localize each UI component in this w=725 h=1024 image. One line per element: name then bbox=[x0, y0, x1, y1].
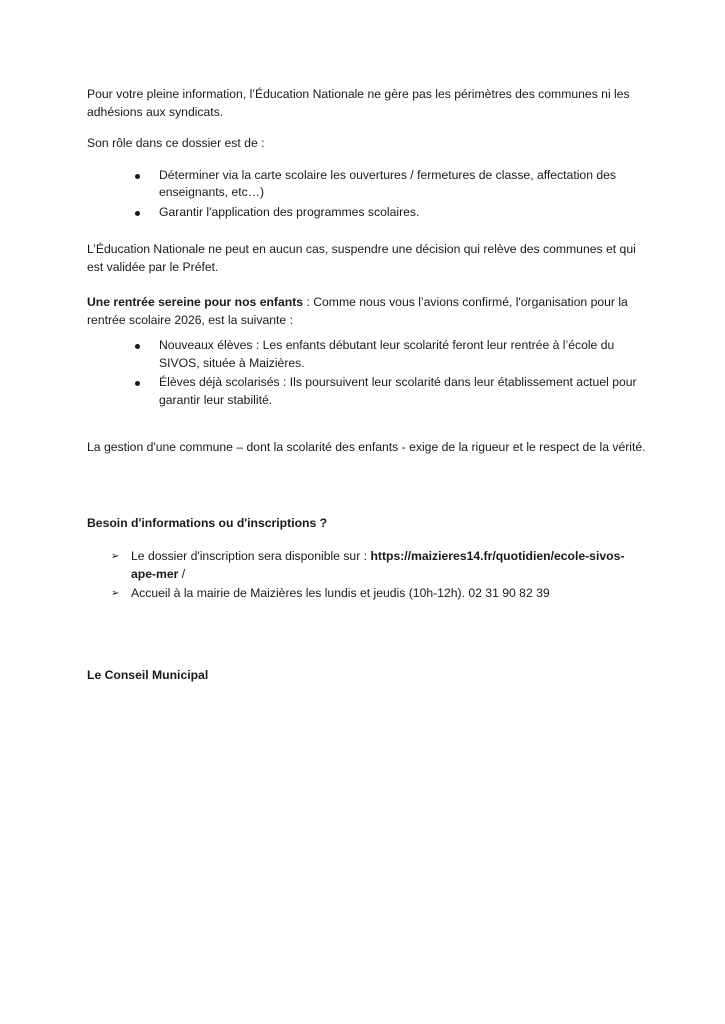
rentree-paragraph bbox=[87, 294, 647, 329]
national-education-paragraph: L’Éducation Nationale ne peut en aucun cas, suspendre une décision qui relève des communes et qui est validée par le Préfet. bbox=[87, 242, 636, 274]
besoin-heading: Besoin d'informations ou d'inscriptions ? bbox=[87, 515, 328, 530]
signature: Le Conseil Municipal bbox=[87, 667, 209, 682]
intro-paragraph: Pour votre pleine information, l’Éducation Nationale ne gère pas les périmètres des communes ni les adhésions aux syndicats. bbox=[87, 87, 630, 119]
role-intro: Son rôle dans ce dossier est de : bbox=[87, 136, 265, 150]
gestion-paragraph: La gestion d'une commune – dont la scolarité des enfants - exige de la rigueur et le respect de la vérité. bbox=[87, 440, 646, 454]
list-item bbox=[87, 167, 647, 202]
arrow-bullet-icon: ➢ bbox=[111, 588, 120, 599]
role-item-1: Déterminer via la carte scolaire les ouvertures / fermetures de classe, affectation des enseignants, etc…) bbox=[159, 167, 617, 199]
besoin-item-1-text: Le dossier d'inscription sera disponible sur : bbox=[131, 549, 371, 563]
rentree-text: : Comme nous vous l’avions confirmé, l'organisation pour la rentrée scolaire 2026, est la suivante : bbox=[87, 295, 628, 327]
list-item bbox=[87, 374, 647, 409]
list-item bbox=[87, 204, 647, 222]
list-item bbox=[87, 337, 647, 372]
rentree-item-2: Élèves déjà scolarisés : Ils poursuivent leur scolarité dans leur établissement actuel pour garantir leur stabilité. bbox=[159, 375, 637, 407]
role-item-2: Garantir l'application des programmes scolaires. bbox=[159, 204, 420, 219]
rentree-item-1: Nouveaux élèves : Les enfants débutant leur scolarité feront leur rentrée à l’école du SIVOS, située à Maizières. bbox=[159, 338, 615, 370]
besoin-list bbox=[87, 548, 647, 603]
list-item bbox=[87, 585, 647, 603]
inscription-link[interactable]: https://maizieres14.fr/quotidien/ecole-sivos-ape-mer bbox=[131, 549, 625, 581]
besoin-item-2: Accueil à la mairie de Maizières les lundis et jeudis (10h-12h). 02 31 90 82 39 bbox=[131, 586, 550, 600]
rentree-list bbox=[87, 337, 647, 409]
rentree-heading: Une rentrée sereine pour nos enfants bbox=[87, 295, 304, 309]
role-list bbox=[87, 167, 647, 222]
document-page bbox=[87, 86, 647, 684]
besoin-item-1-suffix: / bbox=[178, 566, 186, 581]
list-item bbox=[87, 548, 647, 583]
arrow-bullet-icon: ➢ bbox=[111, 551, 120, 562]
